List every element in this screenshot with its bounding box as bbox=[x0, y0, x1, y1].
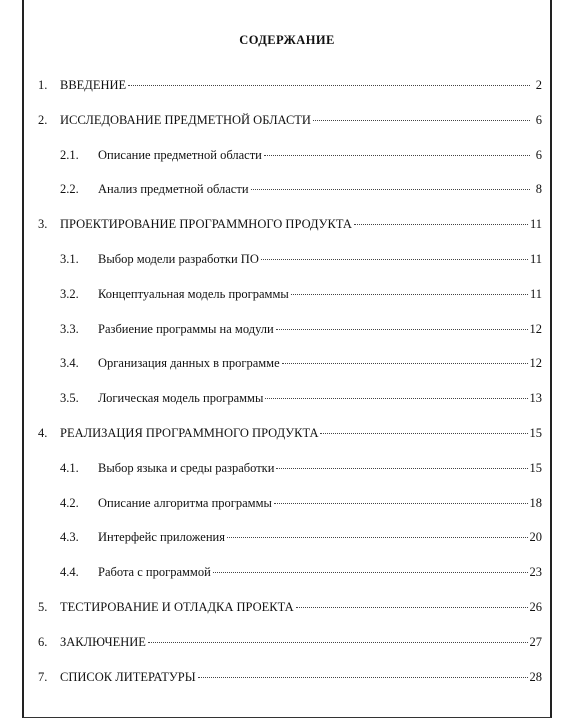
toc-entry-page: 13 bbox=[529, 391, 542, 406]
toc-subentry bbox=[38, 252, 542, 287]
toc-leader-dots bbox=[227, 537, 528, 538]
toc-entry-page: 11 bbox=[529, 217, 542, 232]
toc-entry-label: Описание алгоритма программы bbox=[98, 495, 272, 510]
toc-entry bbox=[38, 670, 542, 705]
toc-leader-dots bbox=[261, 259, 528, 260]
toc-leader-dots bbox=[128, 85, 530, 86]
toc-subentry bbox=[38, 496, 542, 531]
toc-entry-page: 6 bbox=[535, 112, 542, 127]
toc-entry-number: 4.4. bbox=[60, 565, 79, 580]
toc-entry-number: 5. bbox=[38, 599, 48, 614]
toc-entry-page: 23 bbox=[529, 565, 542, 580]
toc-entry bbox=[38, 426, 542, 461]
toc-subentry bbox=[38, 530, 542, 565]
toc-entry-number: 3.3. bbox=[60, 321, 79, 336]
toc-subentry bbox=[38, 322, 542, 357]
toc-leader-dots bbox=[264, 155, 530, 156]
toc-entry bbox=[38, 635, 542, 670]
toc-leader-dots bbox=[251, 189, 530, 190]
toc-entry-number: 1. bbox=[38, 78, 48, 92]
toc-entry-label: Анализ предметной области bbox=[98, 182, 249, 197]
toc-leader-dots bbox=[354, 224, 528, 225]
toc-entry bbox=[38, 113, 542, 148]
toc-entry-number: 6. bbox=[38, 634, 48, 649]
toc-subentry bbox=[38, 356, 542, 391]
toc-entry bbox=[38, 78, 542, 113]
toc-entry-number: 3.2. bbox=[60, 286, 79, 301]
toc-leader-dots bbox=[276, 329, 528, 330]
toc-leader-dots bbox=[320, 433, 527, 434]
toc-entry-page: 12 bbox=[529, 356, 542, 371]
toc-entry bbox=[38, 600, 542, 635]
toc-entry-number: 2.1. bbox=[60, 147, 79, 162]
toc-leader-dots bbox=[213, 572, 528, 573]
toc-entry-page: 12 bbox=[529, 321, 542, 336]
toc-leader-dots bbox=[282, 363, 528, 364]
toc-entry-page: 11 bbox=[529, 286, 542, 301]
toc-entry-page: 26 bbox=[529, 599, 542, 614]
toc-entry-label: ИССЛЕДОВАНИЕ ПРЕДМЕТНОЙ ОБЛАСТИ bbox=[60, 112, 311, 127]
toc-entry-label: ВВЕДЕНИЕ bbox=[60, 78, 127, 92]
toc-entry-number: 3.4. bbox=[60, 356, 79, 371]
toc-title: СОДЕРЖАНИЕ bbox=[239, 33, 335, 47]
toc-subentry bbox=[38, 565, 542, 600]
toc-entry-page: 2 bbox=[535, 78, 542, 92]
toc-entry-label: Описание предметной области bbox=[98, 147, 262, 162]
toc-entry-page: 8 bbox=[535, 182, 542, 197]
toc-leader-dots bbox=[296, 607, 528, 608]
toc-entry-page: 27 bbox=[529, 634, 542, 649]
toc-entry-label: СПИСОК ЛИТЕРАТУРЫ bbox=[60, 669, 196, 684]
toc-entry-label: Концептуальная модель программы bbox=[98, 286, 289, 301]
toc-entry-label: Выбор модели разработки ПО bbox=[98, 251, 259, 266]
document-page bbox=[22, 0, 552, 718]
toc-entry-label: ТЕСТИРОВАНИЕ И ОТЛАДКА ПРОЕКТА bbox=[60, 599, 294, 614]
toc-subentry bbox=[38, 182, 542, 217]
toc-entry-label: Разбиение программы на модули bbox=[98, 321, 274, 336]
toc-entry-label: Выбор языка и среды разработки bbox=[98, 460, 275, 475]
toc-subentry bbox=[38, 461, 542, 496]
toc-leader-dots bbox=[265, 398, 527, 399]
toc-entry-label: Логическая модель программы bbox=[98, 391, 264, 406]
toc-entry-page: 20 bbox=[529, 530, 542, 545]
toc-entry-number: 4.3. bbox=[60, 530, 79, 545]
toc-entry-number: 4.1. bbox=[60, 460, 79, 475]
toc-entry-label: Организация данных в программе bbox=[98, 356, 280, 371]
toc-entry-number: 4. bbox=[38, 425, 48, 440]
toc-leader-dots bbox=[313, 120, 530, 121]
toc-entry-page: 18 bbox=[529, 495, 542, 510]
toc-subentry bbox=[38, 148, 542, 183]
toc-entry-number: 3.5. bbox=[60, 391, 79, 406]
toc-leader-dots bbox=[276, 468, 527, 469]
toc-entry-page: 28 bbox=[529, 669, 542, 684]
toc-entry-label: Работа с программой bbox=[98, 565, 211, 580]
toc-subentry bbox=[38, 287, 542, 322]
toc-list bbox=[38, 78, 542, 704]
toc-entry-label: Интерфейс приложения bbox=[98, 530, 225, 545]
toc-entry bbox=[38, 217, 542, 252]
toc-entry-label: ЗАКЛЮЧЕНИЕ bbox=[60, 634, 146, 649]
toc-entry-number: 3.1. bbox=[60, 251, 79, 266]
toc-entry-label: РЕАЛИЗАЦИЯ ПРОГРАММНОГО ПРОДУКТА bbox=[60, 425, 319, 440]
toc-entry-label: ПРОЕКТИРОВАНИЕ ПРОГРАММНОГО ПРОДУКТА bbox=[60, 217, 352, 232]
toc-leader-dots bbox=[198, 677, 528, 678]
toc-entry-number: 4.2. bbox=[60, 495, 79, 510]
toc-entry-number: 2. bbox=[38, 112, 48, 127]
toc-entry-number: 2.2. bbox=[60, 182, 79, 197]
toc-entry-number: 7. bbox=[38, 669, 48, 684]
toc-entry-page: 15 bbox=[529, 425, 542, 440]
toc-leader-dots bbox=[274, 503, 528, 504]
toc-entry-page: 11 bbox=[529, 251, 542, 266]
toc-leader-dots bbox=[291, 294, 528, 295]
toc-entry-number: 3. bbox=[38, 217, 48, 232]
toc-subentry bbox=[38, 391, 542, 426]
toc-entry-page: 6 bbox=[535, 147, 542, 162]
toc-leader-dots bbox=[148, 642, 528, 643]
toc-entry-page: 15 bbox=[529, 460, 542, 475]
